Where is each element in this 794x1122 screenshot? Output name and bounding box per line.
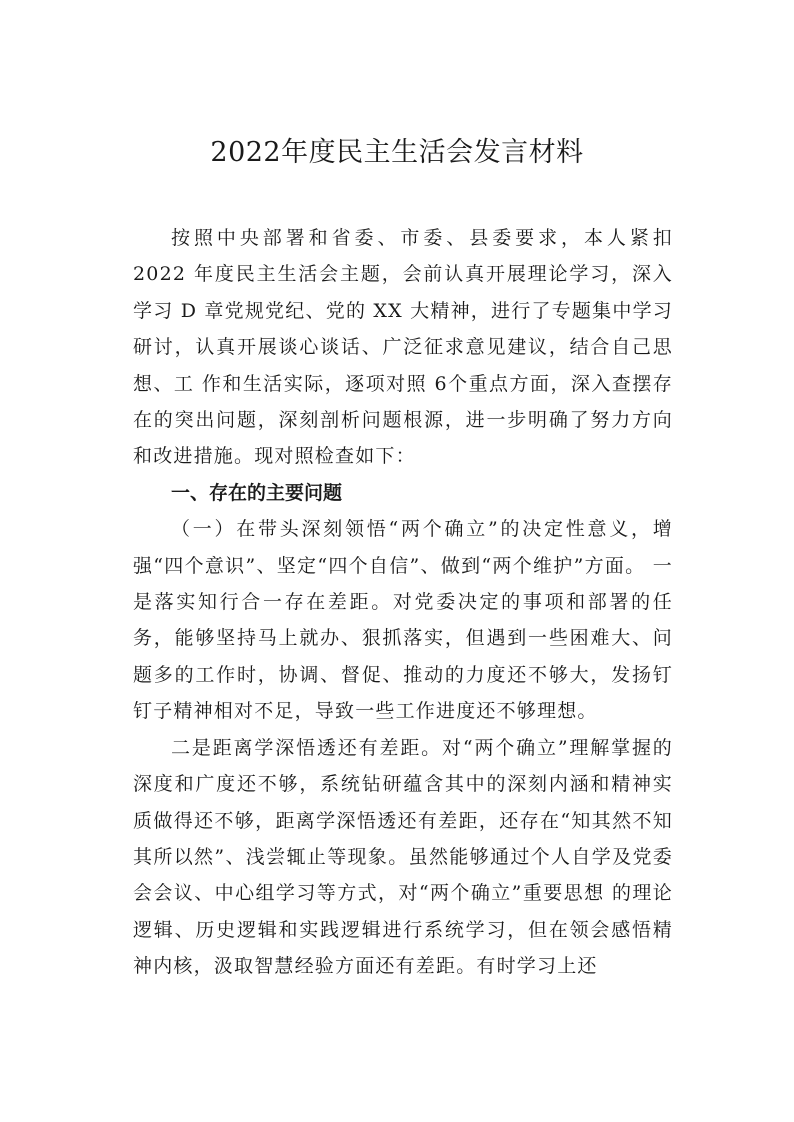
- intro-paragraph: 按照中央部署和省委、市委、县委要求，本人紧扣 2022 年度民主生活会主题，会前认真开展理论学习，深入学习 D 章党规党纪、党的 XX 大精神，进行了专题集中学习研讨，认真开展谈心谈话、广泛征求意见建议，结合自己思想、工 作和生活实际，逐项对照 6个重点方面，深入查摆存在的突出问题，深刻剖析问题根源，进一步明确了努力方向和改进措施。现对照检查如下：: [133, 227, 673, 468]
- document-body: [133, 220, 673, 985]
- paragraph-1: （一）在带头深刻领悟“两个确立”的决定性意义，增强“四个意识”、坚定“四个自信”、做到“两个维护”方面。 一是落实知行合一存在差距。对党委决定的事项和部署的任务，能够坚持马上就办、狠抓落实，但遇到一些困难大、问题多的工作时，协调、督促、推动的力度还不够大，发扬钉钉子精神相对不足，导致一些工作进度还不够理想。: [133, 518, 673, 723]
- paragraph-2: 二是距离学深悟透还有差距。对“两个确立”理解掌握的深度和广度还不够，系统钻研蕴含其中的深刻内涵和精神实质做得还不够，距离学深悟透还有差距，还存在“知其然不知其所以然”、浅尝辄止等现象。虽然能够通过个人自学及党委会会议、中心组学习等方式，对“两个确立”重要思想 的理论逻辑、历史逻辑和实践逻辑进行系统学习，但在领会感悟精神内核，汲取智慧经验方面还有差距。有时学习上还: [133, 736, 673, 978]
- section-heading: 一、存在的主要问题: [171, 481, 343, 504]
- document-title: 2022年度民主生活会发言材料: [210, 137, 584, 168]
